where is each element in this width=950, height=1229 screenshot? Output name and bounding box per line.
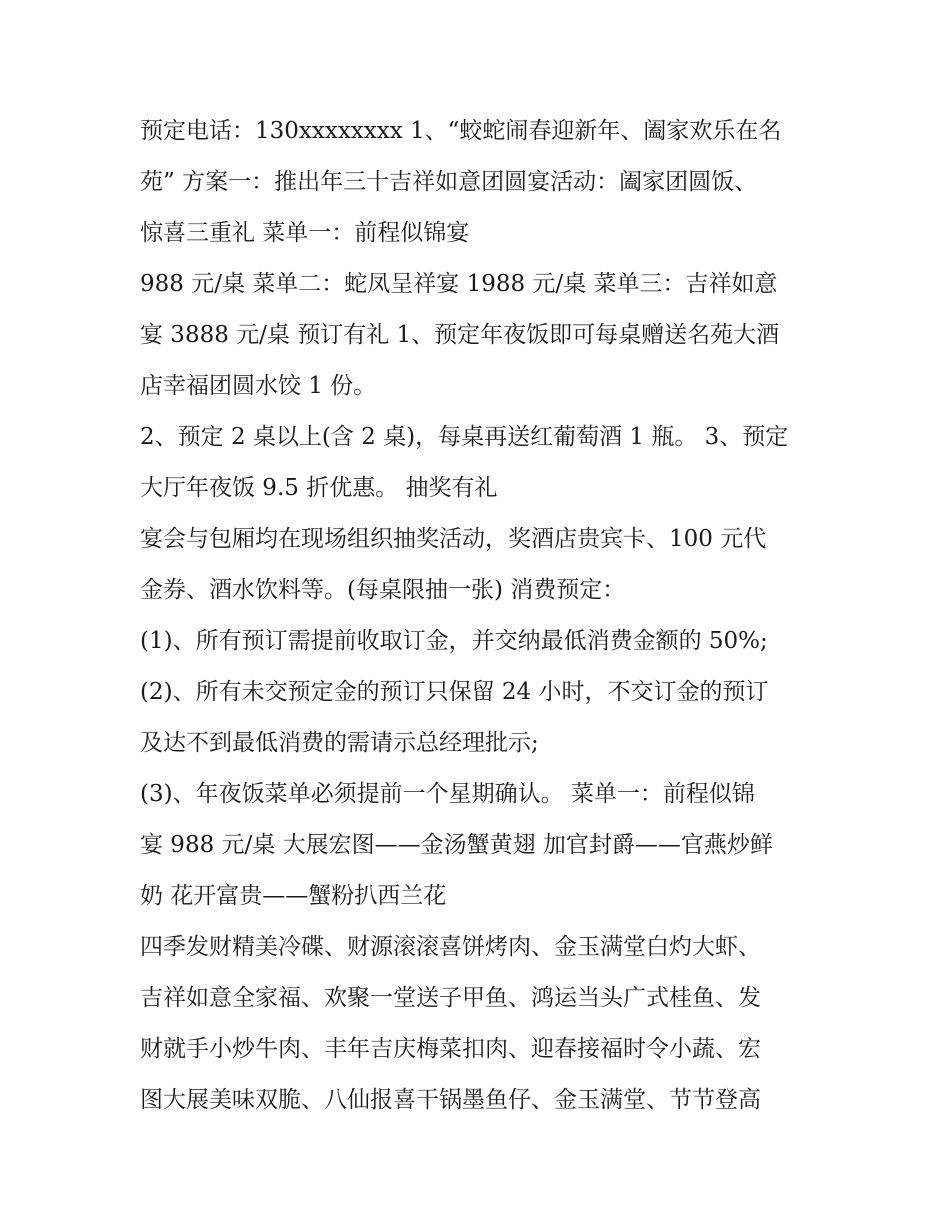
text-line: 四季发财精美冷碟、财源滚滚喜饼烤肉、金玉满堂白灼大虾、: [140, 934, 761, 960]
text-line: (3)、年夜饭菜单必须提前一个星期确认。 菜单一：前程似锦: [140, 781, 755, 807]
paragraph-lottery: [140, 514, 830, 616]
text-line: 宴 3888 元/桌 预订有礼 1、预定年夜饭即可每桌赠送名苑大酒: [140, 322, 780, 348]
text-line: 图大展美味双脆、八仙报喜干锅墨鱼仔、金玉满堂、节节登高: [140, 1087, 761, 1113]
text-line: 及达不到最低消费的需请示总经理批示;: [140, 730, 539, 756]
text-line: 大厅年夜饭 9.5 折优惠。 抽奖有礼: [140, 475, 498, 501]
paragraph-rule-3-menu-one: [140, 769, 830, 922]
text-line: 财就手小炒牛肉、丰年吉庆梅菜扣肉、迎春接福时令小蔬、宏: [140, 1036, 761, 1062]
text-line: 苑” 方案一：推出年三十吉祥如意团圆宴活动：阖家团圆饭、: [140, 169, 758, 195]
paragraph-rule-2: [140, 667, 830, 769]
text-line: (2)、所有未交预定金的预订只保留 24 小时，不交订金的预订: [140, 679, 769, 705]
text-line: 奶 花开富贵——蟹粉扒西兰花: [140, 883, 447, 909]
text-line: 988 元/桌 菜单二：蛇凤呈祥宴 1988 元/桌 菜单三：吉祥如意: [140, 271, 778, 297]
text-line: 店幸福团圆水饺 1 份。: [140, 373, 377, 399]
text-line: 金券、酒水饮料等。(每桌限抽一张) 消费预定：: [140, 577, 626, 603]
text-line: 惊喜三重礼 菜单一：前程似锦宴: [140, 220, 470, 246]
text-line: 宴会与包厢均在现场组织抽奖活动，奖酒店贵宾卡、100 元代: [140, 526, 767, 552]
paragraph-rule-1: [140, 616, 830, 667]
text-line: 吉祥如意全家福、欢聚一堂送子甲鱼、鸿运当头广式桂鱼、发: [140, 985, 761, 1011]
paragraph-booking-offers: [140, 412, 830, 514]
text-line: 预定电话：130xxxxxxxx 1、“蛟蛇闹春迎新年、阖家欢乐在名: [140, 118, 782, 144]
paragraph-menus-and-gifts: [140, 259, 830, 412]
paragraph-dish-list: [140, 922, 830, 1126]
document-page: [140, 106, 830, 1126]
paragraph-booking-phone: [140, 106, 830, 259]
text-line: 宴 988 元/桌 大展宏图——金汤蟹黄翅 加官封爵——官燕炒鲜: [140, 832, 773, 858]
text-line: 2、预定 2 桌以上(含 2 桌)，每桌再送红葡萄酒 1 瓶。 3、预定: [140, 424, 789, 450]
text-line: (1)、所有预订需提前收取订金，并交纳最低消费金额的 50%;: [140, 628, 768, 654]
